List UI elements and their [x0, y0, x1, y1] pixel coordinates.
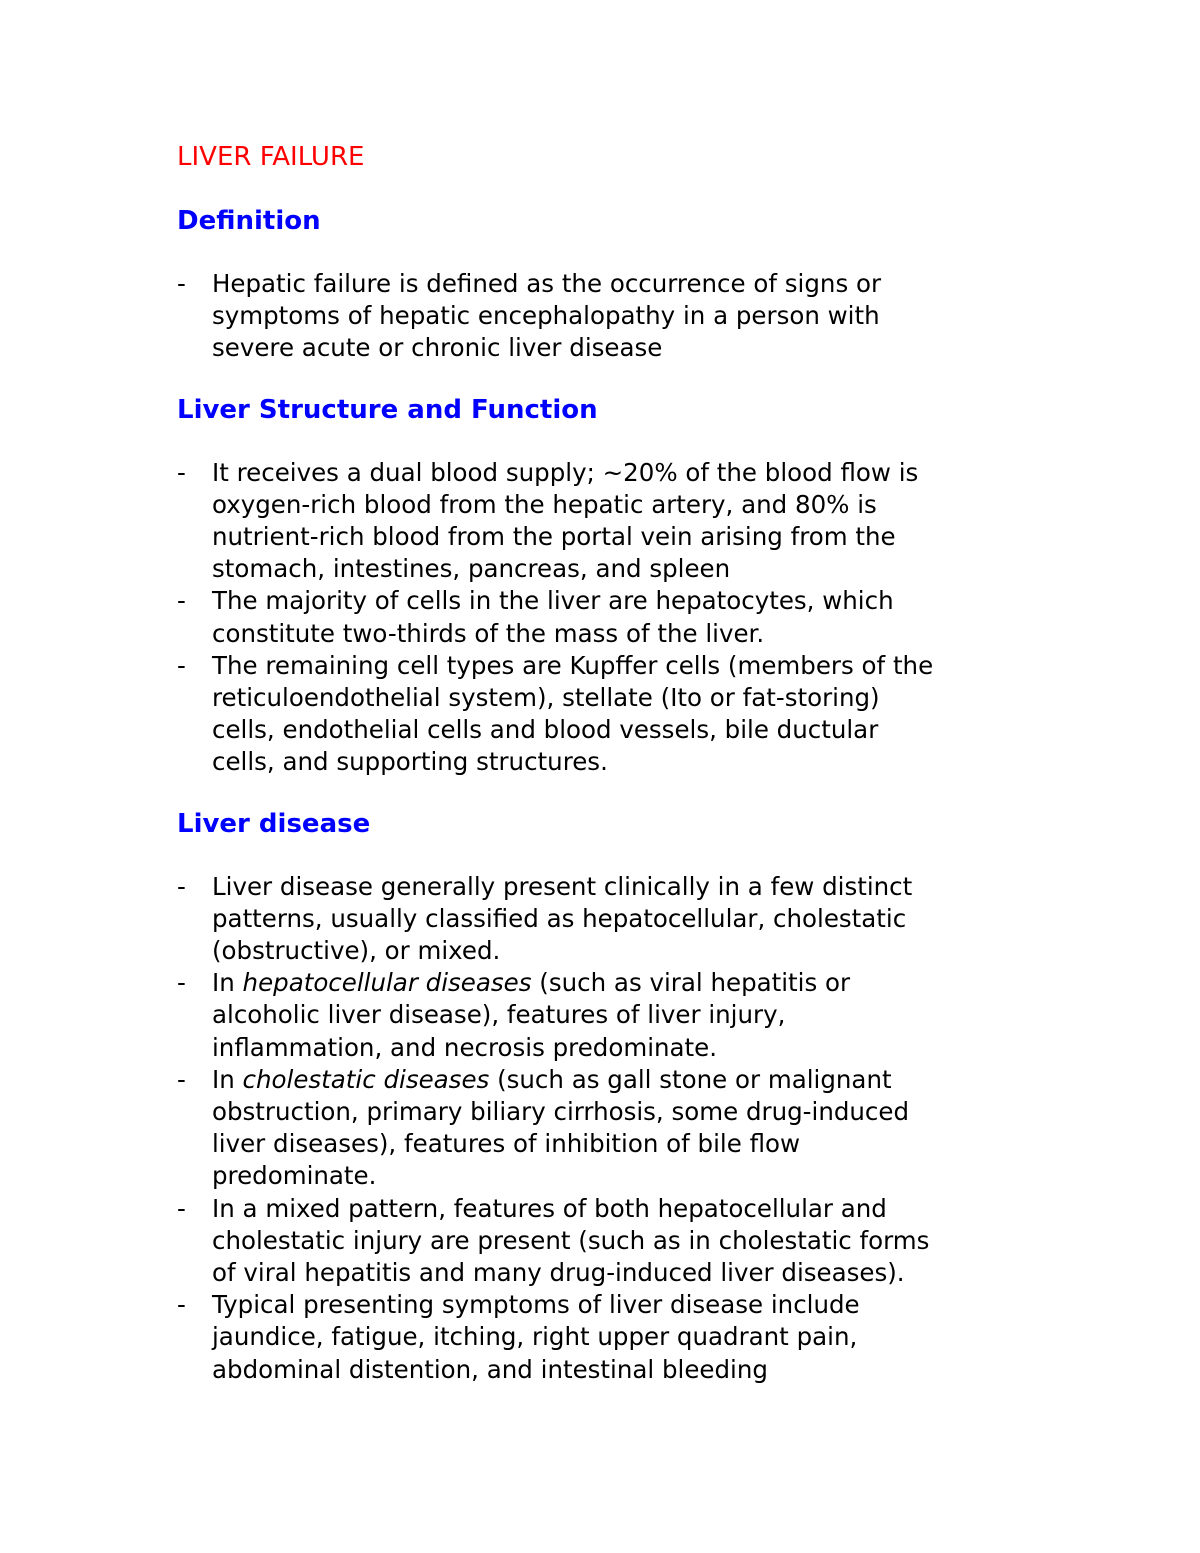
item-line: reticuloendothelial system), stellate (Ito or fat-storing)	[212, 683, 880, 713]
item-line	[212, 1064, 1057, 1096]
item-line: obstruction, primary biliary cirrhosis, some drug-induced	[212, 1097, 910, 1127]
item-line: symptoms of hepatic encephalopathy in a person with	[212, 301, 880, 331]
list-item	[177, 967, 1057, 1064]
bullet-dash: -	[177, 457, 186, 487]
item-line: stomach, intestines, pancreas, and spleen	[212, 554, 731, 584]
list-item	[177, 1064, 1057, 1193]
item-text: (such as viral hepatitis or	[531, 968, 851, 998]
list-item	[177, 871, 1057, 968]
bullet-dash: -	[177, 1193, 186, 1223]
item-line: abdominal distention, and intestinal bleeding	[212, 1354, 768, 1384]
list-item	[177, 457, 1057, 586]
item-line: It receives a dual blood supply; ~20% of the blood flow is	[212, 457, 919, 487]
item-line: patterns, usually classified as hepatocellular, cholestatic	[212, 903, 907, 933]
item-line: cells, and supporting structures.	[212, 747, 608, 777]
item-text: In	[212, 968, 243, 998]
list-item	[177, 650, 1057, 779]
item-line: predominate.	[212, 1161, 377, 1191]
document-sections	[177, 204, 1057, 1386]
item-line: constitute two-thirds of the mass of the liver.	[212, 618, 765, 648]
item-text: In	[212, 1064, 243, 1094]
list-item	[177, 585, 1057, 649]
item-line: Hepatic failure is defined as the occurrence of signs or	[212, 269, 882, 298]
bullet-list	[177, 871, 1057, 1386]
item-line: Liver disease generally present clinically in a few distinct	[212, 871, 913, 901]
bullet-dash: -	[177, 1290, 186, 1320]
list-item	[177, 268, 1057, 365]
document-page	[177, 140, 1057, 1414]
item-line: cholestatic injury are present (such as in cholestatic forms	[212, 1225, 930, 1255]
item-line: oxygen-rich blood from the hepatic artery, and 80% is	[212, 489, 877, 519]
italic-term: hepatocellular diseases	[242, 968, 532, 998]
italic-term: cholestatic diseases	[242, 1064, 490, 1094]
item-line: (obstructive), or mixed.	[212, 936, 501, 966]
bullet-dash: -	[177, 871, 186, 901]
item-line: severe acute or chronic liver disease	[212, 333, 663, 363]
bullet-dash: -	[177, 269, 186, 298]
bullet-list	[177, 457, 1057, 779]
bullet-dash: -	[177, 650, 186, 680]
item-line: liver diseases), features of inhibition of bile flow	[212, 1129, 801, 1159]
item-line	[212, 967, 1057, 999]
document-title: LIVER FAILURE	[177, 142, 365, 172]
list-item	[177, 1193, 1057, 1290]
item-line: alcoholic liver disease), features of liver injury,	[212, 1000, 786, 1030]
section-heading: Liver disease	[177, 808, 371, 839]
bullet-dash: -	[177, 586, 186, 616]
item-line: Typical presenting symptoms of liver disease include	[212, 1290, 860, 1320]
item-line: cells, endothelial cells and blood vessels, bile ductular	[212, 715, 879, 745]
bullet-list	[177, 268, 1057, 365]
item-line: In a mixed pattern, features of both hepatocellular and	[212, 1193, 887, 1223]
item-line: jaundice, fatigue, itching, right upper quadrant pain,	[212, 1322, 858, 1352]
section-heading: Liver Structure and Function	[177, 394, 598, 425]
item-line: The majority of cells in the liver are hepatocytes, which	[212, 586, 894, 616]
item-line: The remaining cell types are Kupffer cells (members of the	[212, 650, 934, 680]
item-line: inflammation, and necrosis predominate.	[212, 1032, 718, 1062]
item-text: (such as gall stone or malignant	[489, 1064, 892, 1094]
bullet-dash: -	[177, 1064, 186, 1094]
list-item	[177, 1289, 1057, 1386]
section-heading: Definition	[177, 206, 321, 236]
item-line: nutrient-rich blood from the portal vein arising from the	[212, 522, 896, 552]
bullet-dash: -	[177, 968, 186, 998]
item-line: of viral hepatitis and many drug-induced liver diseases).	[212, 1258, 905, 1288]
